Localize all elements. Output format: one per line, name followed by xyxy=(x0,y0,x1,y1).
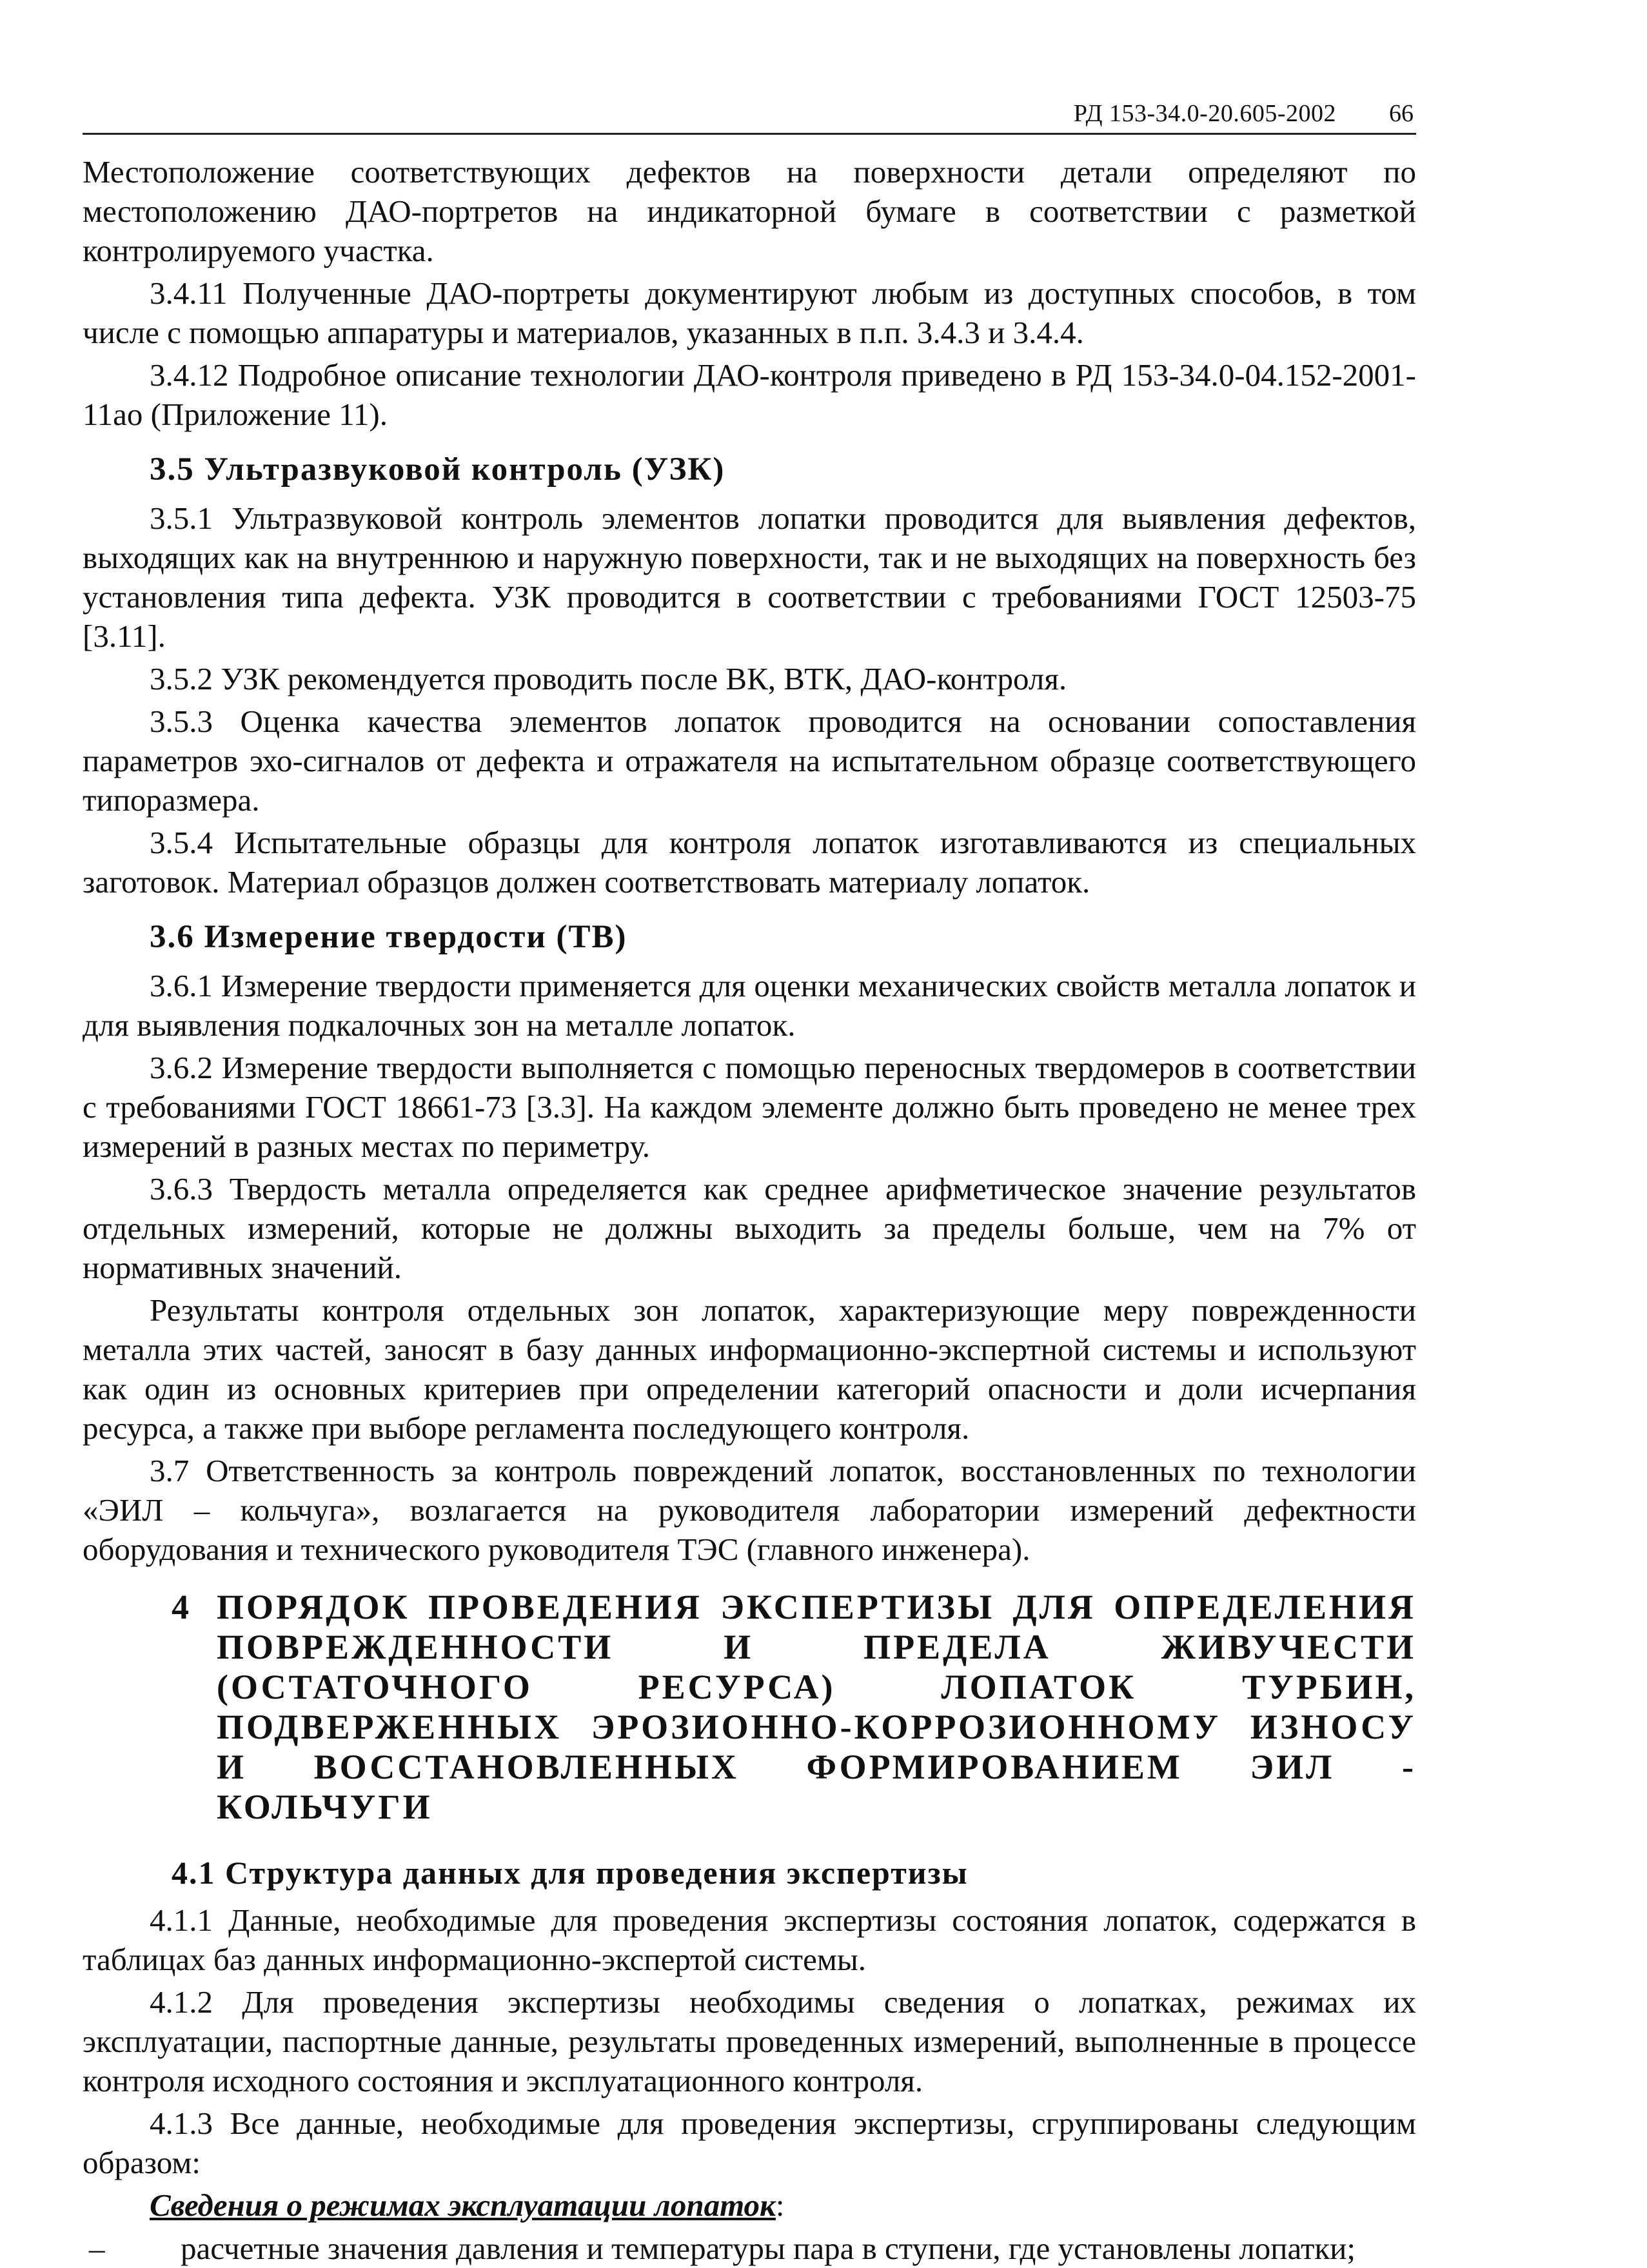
paragraph: 4.1.1 Данные, необходимые для проведения экспертизы состояния лопаток, содержатся в таблицах баз данных информационно-экспертой системы. xyxy=(83,1902,1416,1977)
section-heading-3-5: 3.5 Ультразвуковой контроль (УЗК) xyxy=(150,451,725,488)
list-item-text: расчетные значения давления и температуры пара в ступени, где установлены лопатки; xyxy=(181,2231,1356,2266)
chapter-number: 4 xyxy=(172,1588,192,1626)
document-code: РД 153-34.0-20.605-2002 xyxy=(1073,100,1336,127)
section-heading-4-1: 4.1 Структура данных для проведения экспертизы xyxy=(172,1855,969,1891)
paragraph: 3.4.12 Подробное описание технологии ДАО-контроля приведено в РД 153-34.0-04.152-2001-11ао (Приложение 11). xyxy=(83,357,1416,432)
section-heading-3-6: 3.6 Измерение твердости (ТВ) xyxy=(150,919,627,955)
italic-subheading-text: Сведения о режимах эксплуатации лопаток xyxy=(150,2187,776,2223)
chapter-title: ПОРЯДОК ПРОВЕДЕНИЯ ЭКСПЕРТИЗЫ ДЛЯ ОПРЕДЕЛЕНИЯ ПОВРЕЖДЕННОСТИ И ПРЕДЕЛА ЖИВУЧЕСТИ (ОСТАТОЧНОГО РЕСУРСА) ЛОПАТОК ТУРБИН, ПОДВЕРЖЕННЫХ ЭРОЗИОННО-КОРРОЗИОННОМУ ИЗНОСУ И ВОССТАНОВЛЕННЫХ ФОРМИРОВАНИЕМ ЭИЛ - КОЛЬЧУГИ xyxy=(217,1588,1416,1826)
paragraph: 3.5.4 Испытательные образцы для контроля лопаток изготавливаются из специальных заготовок. Материал образцов должен соответствовать материалу лопаток. xyxy=(83,825,1416,900)
paragraph: Местоположение соответствующих дефектов на поверхности детали определяют по местоположению ДАО-портретов на индикаторной бумаге в соответствии с разметкой контролируемого участка. xyxy=(83,154,1416,268)
paragraph: 3.5.2 УЗК рекомендуется проводить после ВК, ВТК, ДАО-контроля. xyxy=(150,661,1067,696)
paragraph: 3.6.3 Твердость металла определяется как среднее арифметическое значение результатов отдельных измерений, которые не должны выходить за пределы больше, чем на 7% от нормативных значений. xyxy=(83,1171,1416,1285)
chapter-heading-4 xyxy=(172,1587,1416,1827)
list-item xyxy=(83,2229,1416,2268)
italic-subheading-colon: : xyxy=(775,2187,785,2223)
paragraph: Результаты контроля отдельных зон лопаток, характеризующие меру поврежденности металла этих частей, заносят в базу данных информационно-экспертной системы и используют как один из основных критериев при определении категорий опасности и доли исчерпания ресурса, а также при выборе регламента последующего контроля. xyxy=(83,1292,1416,1446)
page-header xyxy=(83,95,1416,135)
document-body xyxy=(83,152,1416,2268)
paragraph: 4.1.2 Для проведения экспертизы необходимы сведения о лопатках, режимах их эксплуатации, паспортные данные, результаты проведенных измерений, выполненные в процессе контроля исходного состояния и эксплуатационного контроля. xyxy=(83,1984,1416,2098)
paragraph: 3.7 Ответственность за контроль повреждений лопаток, восстановленных по технологии «ЭИЛ – кольчуга», возлагается на руководителя лаборатории измерений дефектности оборудования и технического руководителя ТЭС (главного инженера). xyxy=(83,1453,1416,1567)
page-number: 66 xyxy=(1389,100,1414,127)
paragraph: 3.4.11 Полученные ДАО-портреты документируют любым из доступных способов, в том числе с помощью аппаратуры и материалов, указанных в п.п. 3.4.3 и 3.4.4. xyxy=(83,275,1416,350)
paragraph: 3.6.2 Измерение твердости выполняется с помощью переносных твердомеров в соответствии с требованиями ГОСТ 18661-73 [3.3]. На каждом элементе должно быть проведено не менее трех измерений в разных местах по периметру. xyxy=(83,1050,1416,1164)
paragraph: 4.1.3 Все данные, необходимые для проведения экспертизы, сгруппированы следующим образом: xyxy=(83,2105,1416,2180)
paragraph: 3.5.3 Оценка качества элементов лопаток проводится на основании сопоставления параметров эхо-сигналов от дефекта и отражателя на испытательном образце соответствующего типоразмера. xyxy=(83,704,1416,818)
paragraph: 3.5.1 Ультразвуковой контроль элементов лопатки проводится для выявления дефектов, выходящих как на внутреннюю и наружную поверхности, так и не выходящих на поверхность без установления типа дефекта. УЗК проводится в соответствии с требованиями ГОСТ 12503-75 [3.11]. xyxy=(83,500,1416,654)
italic-subheading xyxy=(83,2185,1416,2225)
list-dash: – xyxy=(89,2231,105,2266)
paragraph: 3.6.1 Измерение твердости применяется для оценки механических свойств металла лопаток и для выявления подкалочных зон на металле лопаток. xyxy=(83,968,1416,1043)
